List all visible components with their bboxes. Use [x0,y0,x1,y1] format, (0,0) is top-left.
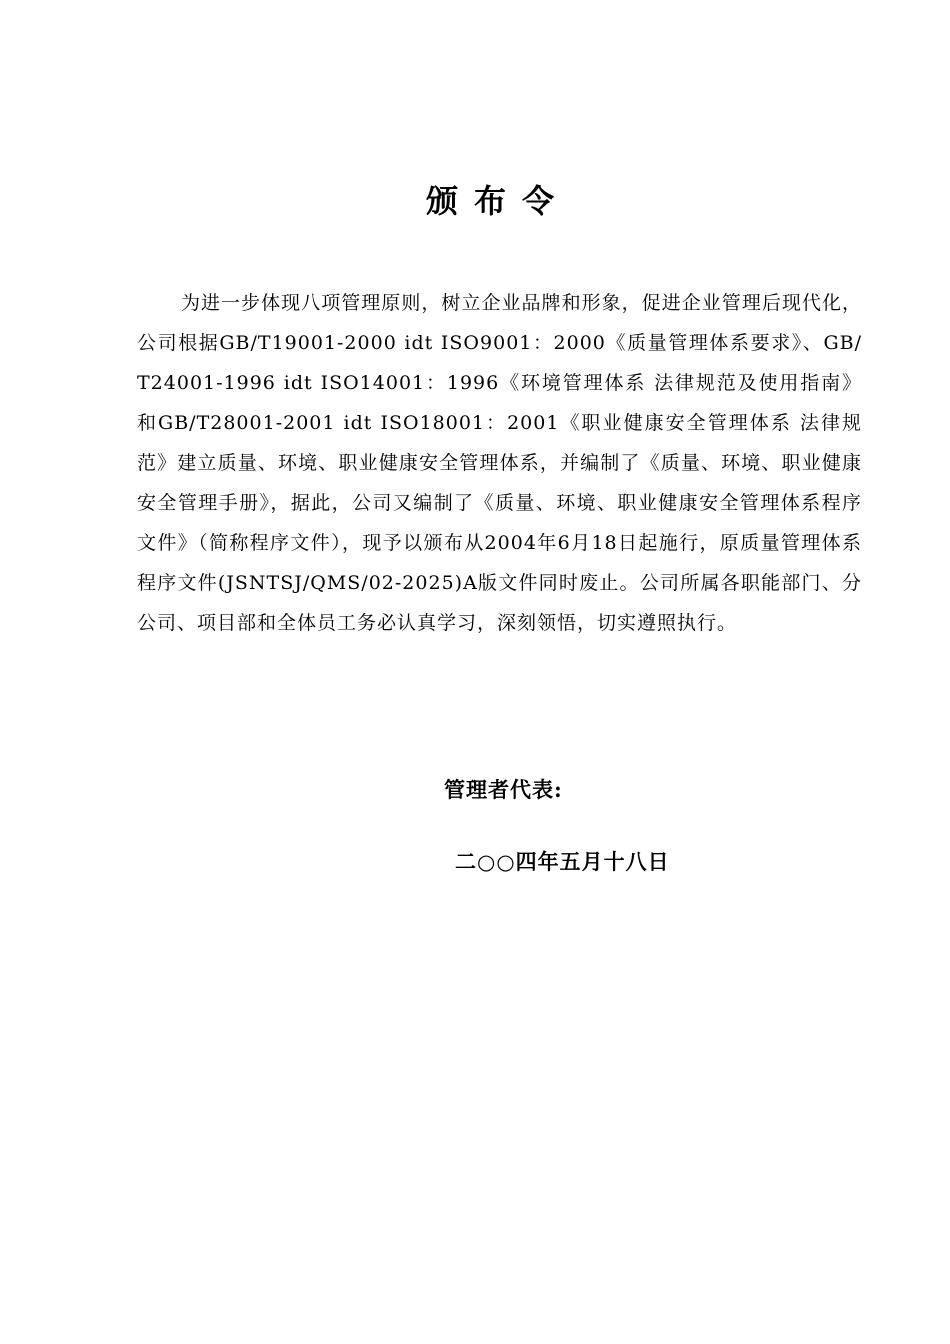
document-title: 颁布令 [425,182,570,220]
document-body: 为进一步体现八项管理原则，树立企业品牌和形象，促进企业管理后现代化，公司根据GB/T19001-2000 idt ISO9001：2000《质量管理体系要求》、GB/T24001-1996 idt ISO14001：1996《环境管理体系 法律规范及使用指南》和GB/T28001-2001 idt ISO18001：2001《职业健康安全管理体系 法律规范》建立质量、环境、职业健康安全管理体系，并编制了《质量、环境、职业健康安全管理手册》，据此，公司又编制了《质量、环境、职业健康安全管理体系程序文件》（简称程序文件），现予以颁布从2004年6月18日起施行，原质量管理体系程序文件(JSNTSJ/QMS/02-2025)A版文件同时废止。公司所属各职能部门、分公司、项目部和全体员工务必认真学习，深刻领悟，切实遵照执行。 [137,292,862,634]
document-date: 二○○四年五月十八日 [455,849,670,874]
signer-label: 管理者代表: [444,777,563,802]
